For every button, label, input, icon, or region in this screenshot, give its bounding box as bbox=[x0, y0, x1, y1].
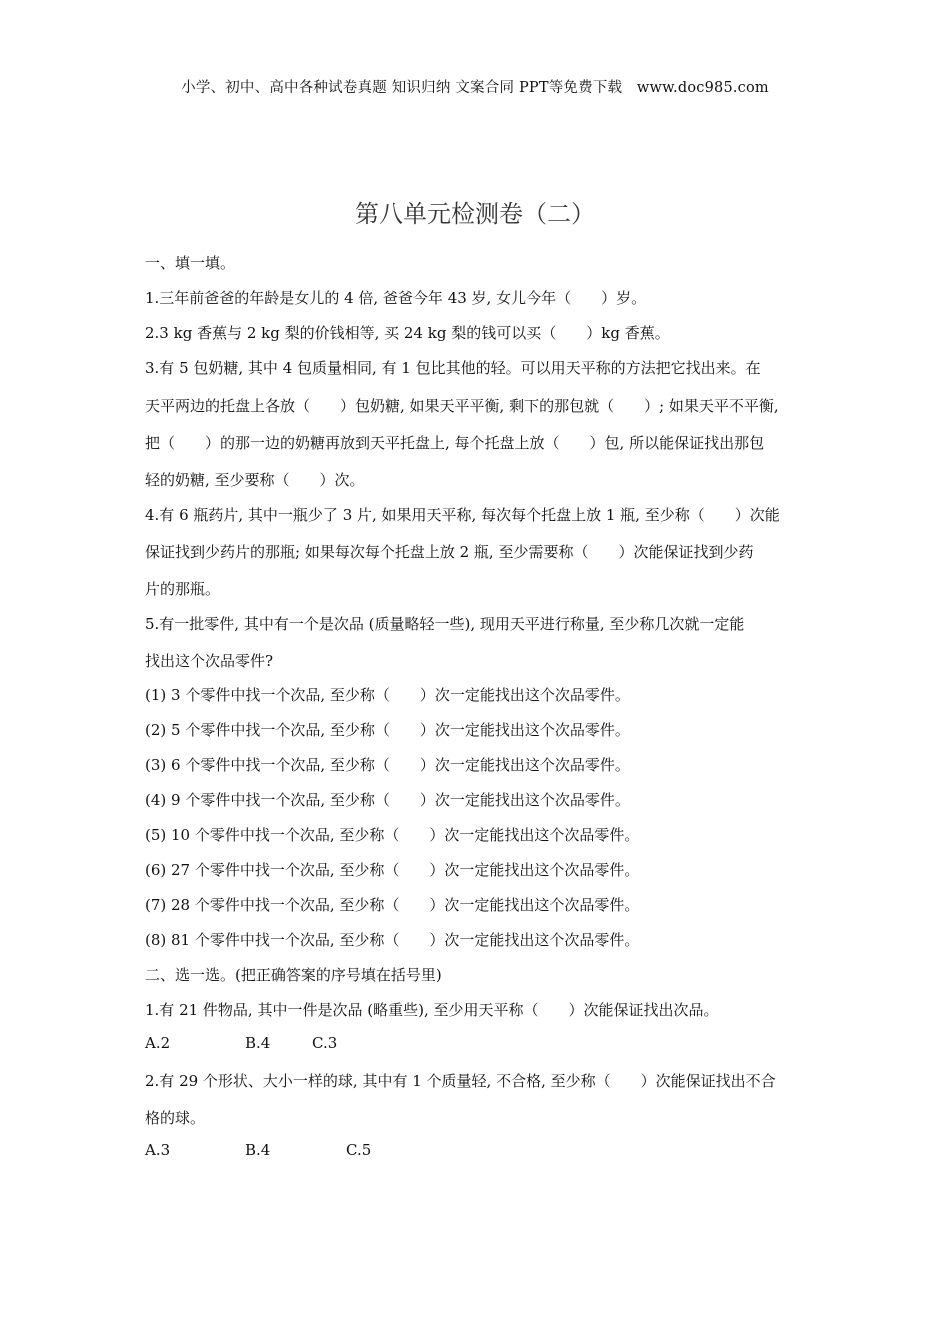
section1-heading: 一、填一填。 bbox=[145, 254, 236, 272]
q1-2: 2.3 kg 香蕉与 2 kg 梨的价钱相等, 买 24 kg 梨的钱可以买（ ）kg 香蕉。 bbox=[145, 324, 670, 342]
page-title: 第八单元检测卷（二） bbox=[355, 200, 595, 228]
q1-5-item: (3) 6 个零件中找一个次品, 至少称（ ）次一定能找出这个次品零件。 bbox=[145, 756, 630, 774]
q2-2-line1: 2.有 29 个形状、大小一样的球, 其中有 1 个质量轻, 不合格, 至少称（ ）次能保证找出不合 bbox=[145, 1072, 776, 1090]
q1-4-line3: 片的那瓶。 bbox=[145, 580, 221, 598]
q1-5-line2: 找出这个次品零件? bbox=[145, 652, 274, 670]
q1-5-item: (1) 3 个零件中找一个次品, 至少称（ ）次一定能找出这个次品零件。 bbox=[145, 686, 630, 704]
q1-5-item: (7) 28 个零件中找一个次品, 至少称（ ）次一定能找出这个次品零件。 bbox=[145, 896, 640, 914]
option-a: A.2 bbox=[145, 1034, 171, 1052]
page-header: 小学、初中、高中各种试卷真题 知识归纳 文案合同 PPT等免费下载 www.doc985.com bbox=[181, 80, 769, 96]
q1-5-line1: 5.有一批零件, 其中有一个是次品 (质量略轻一些), 现用天平进行称量, 至少称几次就一定能 bbox=[145, 615, 745, 633]
option-b: B.4 bbox=[245, 1034, 271, 1052]
q1-5-item: (6) 27 个零件中找一个次品, 至少称（ ）次一定能找出这个次品零件。 bbox=[145, 861, 640, 879]
q1-3-line3: 把（ ）的那一边的奶糖再放到天平托盘上, 每个托盘上放（ ）包, 所以能保证找出那包 bbox=[145, 434, 765, 452]
section2-heading: 二、选一选。(把正确答案的序号填在括号里) bbox=[145, 966, 442, 984]
q1-3-line4: 轻的奶糖, 至少要称（ ）次。 bbox=[145, 471, 365, 489]
q1-4-line1: 4.有 6 瓶药片, 其中一瓶少了 3 片, 如果用天平称, 每次每个托盘上放 1 瓶, 至少称（ ）次能 bbox=[145, 506, 780, 524]
option-b: B.4 bbox=[245, 1141, 271, 1159]
q2-1-options bbox=[145, 1034, 337, 1052]
q1-5-item: (4) 9 个零件中找一个次品, 至少称（ ）次一定能找出这个次品零件。 bbox=[145, 791, 630, 809]
q1-3-line2: 天平两边的托盘上各放（ ）包奶糖, 如果天平平衡, 剩下的那包就（ ）; 如果天平不平衡, bbox=[145, 397, 779, 415]
q2-2-options bbox=[145, 1141, 371, 1159]
q1-5-item: (5) 10 个零件中找一个次品, 至少称（ ）次一定能找出这个次品零件。 bbox=[145, 826, 640, 844]
option-c: C.3 bbox=[312, 1034, 338, 1052]
q2-2-line2: 格的球。 bbox=[145, 1109, 206, 1127]
q1-1: 1.三年前爸爸的年龄是女儿的 4 倍, 爸爸今年 43 岁, 女儿今年（ ）岁。 bbox=[145, 289, 647, 307]
option-c: C.5 bbox=[346, 1141, 372, 1159]
q1-5-item: (8) 81 个零件中找一个次品, 至少称（ ）次一定能找出这个次品零件。 bbox=[145, 931, 640, 949]
q1-5-item: (2) 5 个零件中找一个次品, 至少称（ ）次一定能找出这个次品零件。 bbox=[145, 721, 630, 739]
q1-4-line2: 保证找到少药片的那瓶; 如果每次每个托盘上放 2 瓶, 至少需要称（ ）次能保证找到少药 bbox=[145, 543, 754, 561]
q2-1: 1.有 21 件物品, 其中一件是次品 (略重些), 至少用天平称（ ）次能保证找出次品。 bbox=[145, 1001, 719, 1019]
q1-3-line1: 3.有 5 包奶糖, 其中 4 包质量相同, 有 1 包比其他的轻。可以用天平称的方法把它找出来。在 bbox=[145, 359, 761, 377]
option-a: A.3 bbox=[145, 1141, 171, 1159]
